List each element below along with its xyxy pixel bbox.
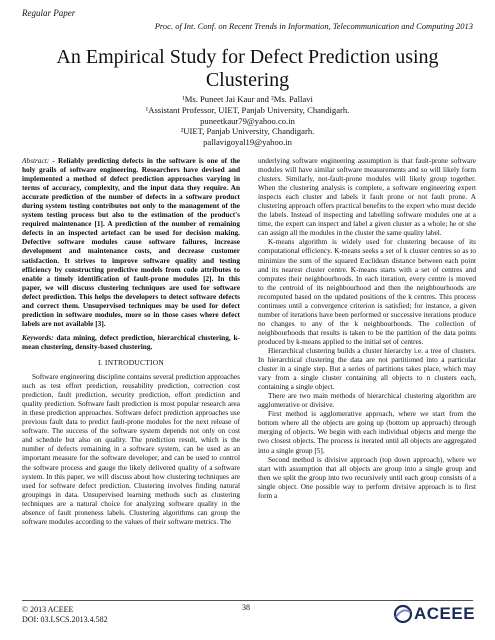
logo-text: ACEEE (414, 604, 476, 623)
author-names: ¹Ms. Puneet Jai Kaur and ²Ms. Pallavi (182, 94, 313, 104)
page-number: 38 (242, 603, 250, 612)
footer-divider (22, 600, 473, 601)
logo-swirl-icon (392, 603, 414, 625)
paper-type-label: Regular Paper (22, 8, 76, 18)
keywords-label: Keywords: (22, 332, 54, 342)
keywords-text: data mining, defect prediction, hierarchical clustering, k-mean clustering, density-based clustering. (22, 332, 240, 351)
title-line: Clustering (205, 69, 290, 91)
section-heading: I. INTRODUCTION (98, 357, 164, 367)
abstract-label: Abstract: (22, 156, 50, 165)
footer-copyright: © 2013 ACEEE (22, 605, 74, 614)
publisher-logo (392, 603, 474, 625)
paper-title (40, 46, 455, 92)
title-line: An Empirical Study for Defect Prediction using (56, 46, 439, 68)
body-paragraph: Hierarchical clustering builds a cluster hierarchy i.e. a tree of clusters. In hierarchical clustering the data are not partitioned into a particular cluster in a single step. But a series of partitions takes place, which may vary from a single cluster containing all objects to n clusters each, containing a single object. (258, 345, 476, 392)
body-paragraph: First method is agglomerative approach, where we start from the bottom where all the objects are going up (bottom up approach) through merging of objects. We begin with each individual objects and merge the two closest objects. The process is iterated until all objects are aggregated into a single group [5]. (258, 409, 476, 455)
author-block (60, 94, 435, 148)
author-email-2[interactable]: pallavigoyal19@yahoo.in (203, 137, 292, 148)
body-paragraph: Software engineering discipline contains several prediction approaches such as test effort prediction, reusability prediction, correction cost prediction, fault prediction, security prediction, effort prediction and quality prediction. Software fault prediction is most popular research area in these prediction approaches. Software defect prediction approaches use previous fault data to predict fault-prone modules for the next release of software. The success of the software system depends not only on cost and schedule but also on quality. The prediction result, which is the number of defects remaining in a software system, can be used as an important measure for the software developer, and can be used to control the software process and gauge the likely delivered quality of a software system. In this paper, we will discuss about how clustering techniques are used for software defect prediction. Clustering involves finding natural groupings in data. Unsupervised learning methods such as clustering techniques are a natural choice for analyzing software quality in the absence of fault proneness labels. Clustering algorithms can group the software modules according to the values of their software metrics. The (22, 372, 240, 526)
author-email-1[interactable]: puneetkaur79@yahoo.co.in (200, 115, 295, 126)
abstract-text: - Reliably predicting defects in the software is one of the holy grails of software engineering. Researchers have devised and implemented a method of defect prediction approaches varying in terms of accuracy, complexity, and the input data they require. An accurate prediction of the number of defects in a software product during system testing contributes not only to the management of the system testing process but also to the estimation of the product's required maintenance [1]. A prediction of the number of remaining defects in an inspected artefact can be used for decision making. Defective software modules cause software failures, increase development and maintenance costs, and decrease customer satisfaction. It strives to improve software quality and testing efficiency by constructing predictive models from code attributes to enable a timely identification of fault-prone modules [2]. In this paper, we will discuss clustering techniques are used for software defect prediction. This helps the developers to detect software defects and correct them. Unsupervised techniques may be used for defect prediction in software modules, more so in those cases where defect labels are not available [3]. (22, 156, 240, 328)
author-affiliation-2: ²UIET, Panjab University, Chandigarh. (180, 126, 315, 137)
proceedings-header: Proc. of Int. Conf. on Recent Trends in Information, Telecommunication and Computing 2013 (154, 21, 473, 31)
abstract (22, 156, 240, 328)
body-paragraph: underlying software engineering assumption is that fault-prone software modules will have similar software measurements and so will likely form clusters. Similarly, not-fault-prone modules will likely group together. When the clustering analysis is complete, a software engineering expert inspects each cluster and labels it fault prone or not fault prone. A clustering approach offers practical benefits to the expert who must decide the labels. Instead of inspecting and labelling software modules one at a time, the expert can inspect and label a given cluster as a whole; he or she can assign all the modules in the cluster the same quality label. (258, 156, 476, 238)
footer-doi: DOI: 03.LSCS.2013.4.582 (22, 615, 108, 624)
body-paragraph: Second method is divisive approach (top down approach), where we start with assumption that all objects are group into a single group and then we split the group into two recursively until each group consists of a single object. One possible way to perform divisive approach is to first form a (258, 454, 476, 500)
author-affiliation-1: ¹Assistant Professor, UIET, Panjab University, Chandigarh. (145, 104, 350, 115)
left-column (22, 156, 240, 526)
body-paragraph: There are two main methods of hierarchical clustering algorithm are agglomerative or divisive. (258, 391, 476, 410)
right-column (258, 156, 476, 500)
body-paragraph: K-means algorithm is widely used for clustering because of its computational efficiency. K-means seeks a set of k cluster centres so as to minimize the sum of the squared Euclidean distance between each point and its nearest cluster centre. K-means starts with a set of centres and computes their neighbourhoods. In each iteration, every centre is moved to the centroid of its neighbourhood and then the neighbourhoods are recomputed based on the updated positions of the k centres. This process continues until a convergence criterion is satisfied; for instance, a given number of iterations have been performed or successive iterations produce no changes to any of the k neighbourhoods. The collection of neighbourhoods that results is taken to be the partition of the data points produced by k-means applied to the initial set of centres. (258, 237, 476, 346)
keywords (22, 333, 240, 351)
